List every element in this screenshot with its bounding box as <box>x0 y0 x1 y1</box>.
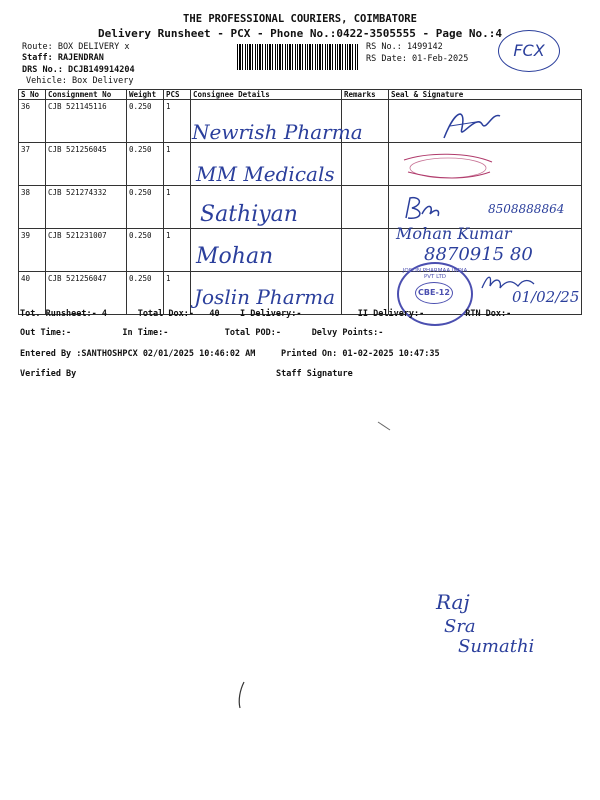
cell-weight: 0.250 <box>127 100 164 143</box>
rs-date: RS Date: 01-Feb-2025 <box>366 54 469 64</box>
col-seal: Seal & Signature <box>389 90 582 100</box>
signature-icon <box>402 194 442 224</box>
stamp-outer-text: JOSLIN PHARMAA INDIA PVT LTD <box>402 268 468 280</box>
cell-weight: 0.250 <box>127 186 164 229</box>
handwritten-phone: 8508888864 <box>488 202 565 216</box>
pen-mark-icon <box>376 420 392 432</box>
cell-consignment: CJB 521256047 <box>46 272 127 315</box>
handwritten-consignee: MM Medicals <box>196 162 335 186</box>
handwritten-consignee: Sathiyan <box>200 202 298 227</box>
totals-line: Tot. Runsheet:- 4 Total Dox:- 40 I Delivery:- II Delivery:- RTN Dox:- <box>20 309 512 319</box>
staff-label: Staff: RAJENDRAN <box>22 53 104 63</box>
route-label: Route: BOX DELIVERY x <box>22 42 130 52</box>
cell-weight: 0.250 <box>127 143 164 186</box>
col-sno: S No <box>19 90 46 100</box>
cell-remarks <box>342 229 389 272</box>
cell-sno: 39 <box>19 229 46 272</box>
cell-consignment: CJB 521256045 <box>46 143 127 186</box>
handwritten-phone: 8870915 80 <box>424 244 533 265</box>
verified-by: Verified By <box>20 369 77 379</box>
cell-pcs: 1 <box>164 229 191 272</box>
cell-sno: 36 <box>19 100 46 143</box>
col-consignee: Consignee Details <box>191 90 342 100</box>
col-pcs: PCS <box>164 90 191 100</box>
vehicle-label: Vehicle: Box Delivery <box>26 76 134 86</box>
stamp-inner-text: CBE-12 <box>415 282 453 304</box>
handwritten-consignee: Newrish Pharma <box>192 120 363 144</box>
col-remarks: Remarks <box>342 90 389 100</box>
cell-weight: 0.250 <box>127 229 164 272</box>
signature-icon <box>436 104 506 146</box>
pen-mark-icon <box>236 680 248 710</box>
handwritten-date: 01/02/25 <box>512 288 580 306</box>
company-name: THE PROFESSIONAL COURIERS, COIMBATORE <box>183 13 417 25</box>
cell-sno: 37 <box>19 143 46 186</box>
cell-consignment: CJB 521145116 <box>46 100 127 143</box>
table-header-row <box>19 90 582 100</box>
cell-remarks <box>342 143 389 186</box>
drs-number: DRS No.: DCJB149914204 <box>22 65 135 75</box>
handwritten-consignee: Mohan <box>196 244 274 269</box>
bottom-signature: Sra <box>444 616 476 637</box>
cell-consignment: CJB 521274332 <box>46 186 127 229</box>
handwritten-tag: FCX <box>498 30 560 72</box>
cell-pcs: 1 <box>164 186 191 229</box>
cell-pcs: 1 <box>164 100 191 143</box>
cell-remarks <box>342 186 389 229</box>
col-consignment: Consignment No <box>46 90 127 100</box>
handwritten-name: Mohan Kumar <box>396 224 512 243</box>
barcode-icon <box>237 44 359 70</box>
bottom-signature: Sumathi <box>458 636 535 657</box>
cell-consignment: CJB 521231007 <box>46 229 127 272</box>
times-line: Out Time:- In Time:- Total POD:- Delvy Points:- <box>20 328 384 338</box>
bottom-signature: Raj <box>436 590 470 614</box>
staff-signature-label: Staff Signature <box>276 369 353 379</box>
runsheet-title: Delivery Runsheet - PCX - Phone No.:0422-3505555 - Page No.:4 <box>98 27 502 40</box>
cell-sno: 38 <box>19 186 46 229</box>
rs-number: RS No.: 1499142 <box>366 42 443 52</box>
entered-by: Entered By :SANTHOSHPCX 02/01/2025 10:46:02 AM Printed On: 01-02-2025 10:47:35 <box>20 349 440 359</box>
col-weight: Weight <box>127 90 164 100</box>
handwritten-consignee: Joslin Pharma <box>194 285 336 309</box>
stamp-icon <box>398 150 498 186</box>
cell-pcs: 1 <box>164 272 191 315</box>
cell-sno: 40 <box>19 272 46 315</box>
cell-pcs: 1 <box>164 143 191 186</box>
cell-weight: 0.250 <box>127 272 164 315</box>
